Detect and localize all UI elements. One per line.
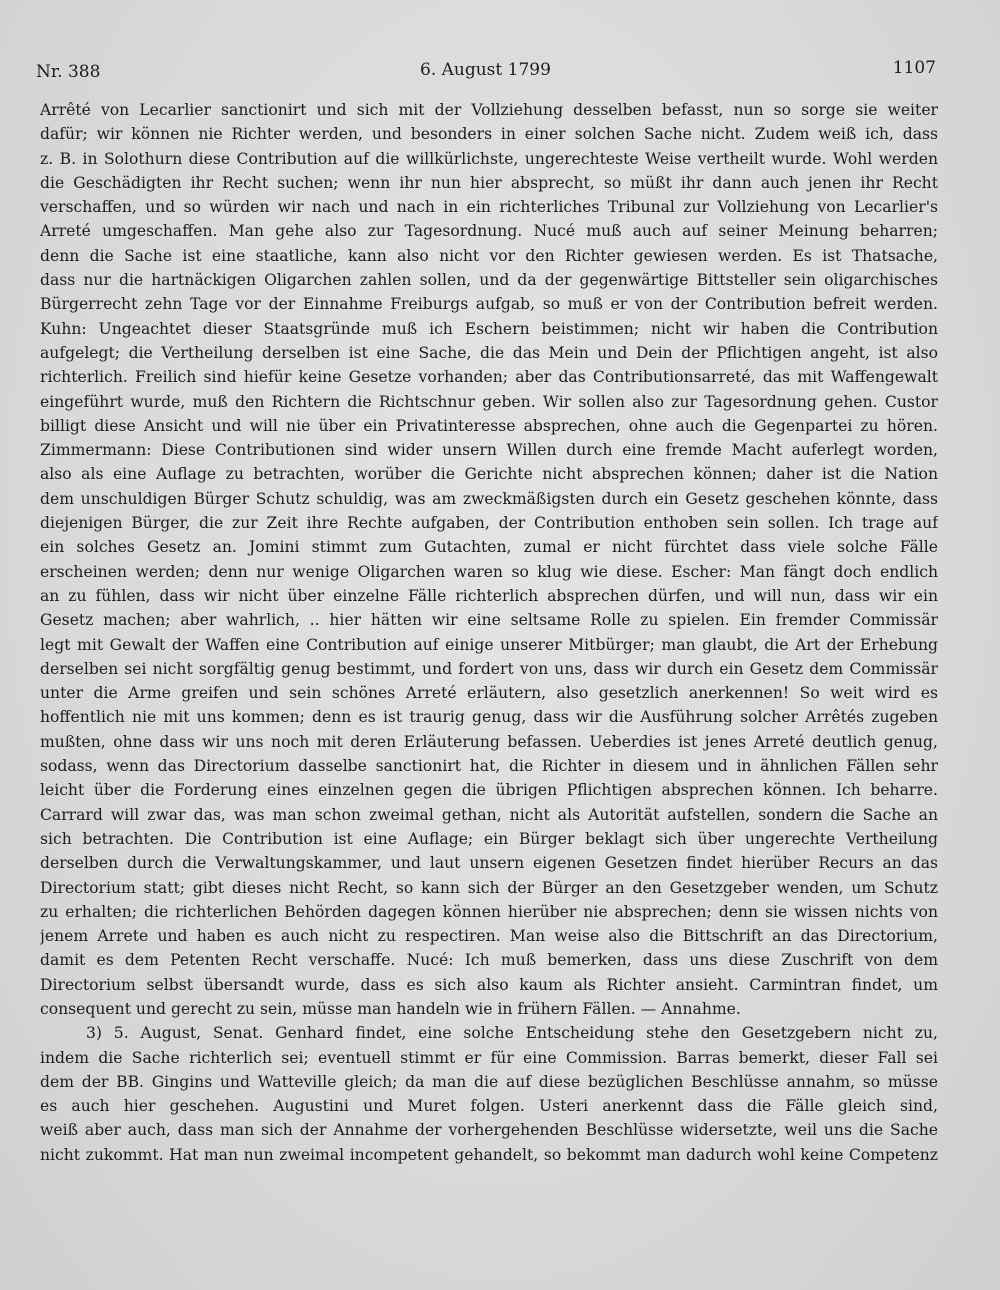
text-line: derselben sei nicht sorgfältig genug bestimmt, und fordert von uns, dass wir durch ein Gesetz dem Commissär	[40, 659, 938, 678]
text-line: erscheinen werden; denn nur wenige Oligarchen waren so klug wie diese. Escher: Man fängt doch endlich	[40, 562, 938, 581]
text-line: dem der BB. Gingins und Watteville gleich; da man die auf diese bezüglichen Beschlüsse annahm, so müsse	[40, 1072, 938, 1091]
text-line: sich betrachten. Die Contribution ist eine Auflage; ein Bürger beklagt sich über ungerechte Vertheilung	[40, 829, 938, 848]
text-line: Arreté umgeschaffen. Man gehe also zur Tagesordnung. Nucé muß auch auf seiner Meinung beharren;	[40, 222, 938, 241]
text-line: unter die Arme greifen und sein schönes Arreté erläutern, also gesetzlich anerkennen! So weit wird es	[40, 684, 938, 703]
text-line: billigt diese Ansicht und will nie über ein Privatinteresse absprechen, ohne auch die Gegenpartei zu hören.	[40, 416, 938, 435]
text-line: Kuhn: Ungeachtet dieser Staatsgründe muß ich Eschern beistimmen; nicht wir haben die Contribution	[40, 319, 938, 338]
text-line: jenem Arrete und haben es auch nicht zu respectiren. Man weise also die Bittschrift an das Directorium,	[40, 927, 938, 946]
text-line: also als eine Auflage zu betrachten, worüber die Gerichte nicht absprechen können; daher ist die Nation	[40, 465, 938, 484]
text-line: aufgelegt; die Vertheilung derselben ist eine Sache, die das Mein und Dein der Pflichtigen angeht, ist also	[40, 343, 938, 362]
page-header	[36, 58, 936, 88]
text-line: richterlich. Freilich sind hiefür keine Gesetze vorhanden; aber das Contributionsarreté, das mit Waffengewalt	[40, 368, 938, 387]
text-line: Gesetz machen; aber wahrlich, .. hier hätten wir eine seltsame Rolle zu spielen. Ein fremder Commissär	[40, 611, 938, 630]
text-line: eingeführt wurde, muß den Richtern die Richtschnur geben. Wir sollen also zur Tagesordnung gehen. Custor	[40, 392, 938, 411]
text-line: Carrard will zwar das, was man schon zweimal gethan, nicht als Autorität aufstellen, sondern die Sache an	[40, 805, 938, 824]
text-line: dem unschuldigen Bürger Schutz schuldig, was am zweckmäßigsten durch ein Gesetz geschehen könnte, dass	[40, 489, 938, 508]
text-line: denn die Sache ist eine staatliche, kann also nicht vor den Richter gewiesen werden. Es ist Thatsache,	[40, 246, 938, 265]
document-number: Nr. 388	[36, 62, 101, 82]
text-line: Directorium statt; gibt dieses nicht Recht, so kann sich der Bürger an den Gesetzgeber wenden, um Schutz	[40, 878, 938, 897]
text-line: nicht zukommt. Hat man nun zweimal incompetent gehandelt, so bekommt man dadurch wohl keine Competenz	[40, 1145, 938, 1164]
text-line: damit es dem Petenten Recht verschaffe. Nucé: Ich muß bemerken, dass uns diese Zuschrift von dem	[40, 951, 938, 970]
text-line: die Geschädigten ihr Recht suchen; wenn ihr nun hier absprecht, so müßt ihr dann auch jenen ihr Recht	[40, 173, 938, 192]
body-text	[40, 98, 938, 1167]
paragraph-end-line: consequent und gerecht zu sein, müsse man handeln wie in frühern Fällen. — Annahme.	[40, 999, 741, 1018]
text-line: derselben durch die Verwaltungskammer, und laut unsern eigenen Gesetzen findet hierüber Recurs an das	[40, 854, 938, 873]
text-line: hoffentlich nie mit uns kommen; denn es ist traurig genug, dass wir die Ausführung solcher Arrêtés zugeben	[40, 708, 938, 727]
text-line: sodass, wenn das Directorium dasselbe sanctionirt hat, die Richter in diesem und in ähnlichen Fällen sehr	[40, 757, 938, 776]
text-line: z. B. in Solothurn diese Contribution auf die willkürlichste, ungerechteste Weise vertheilt wurde. Wohl werden	[40, 149, 938, 168]
paragraph-start-line: 3) 5. August, Senat. Genhard findet, eine solche Entscheidung stehe den Gesetzgebern nicht zu,	[86, 1024, 938, 1043]
text-line: es auch hier geschehen. Augustini und Muret folgen. Usteri anerkennt dass die Fälle gleich sind,	[40, 1097, 938, 1116]
text-line: mußten, ohne dass wir uns noch mit deren Erläuterung befassen. Ueberdies ist jenes Arreté deutlich genug,	[40, 732, 938, 751]
text-line: diejenigen Bürger, die zur Zeit ihre Rechte aufgaben, der Contribution enthoben sein sollen. Ich trage auf	[40, 514, 938, 533]
page-number: 1107	[892, 58, 936, 78]
text-line: zu erhalten; die richterlichen Behörden dagegen können hierüber nie absprechen; denn sie wissen nichts von	[40, 902, 938, 921]
text-line: Arrêté von Lecarlier sanctionirt und sich mit der Vollziehung desselben befasst, nun so sorge sie weiter	[40, 101, 938, 119]
session-date: 6. August 1799	[420, 60, 551, 80]
text-line: dafür; wir können nie Richter werden, und besonders in einer solchen Sache nicht. Zudem weiß ich, dass	[40, 125, 938, 144]
text-line: indem die Sache richterlich sei; eventuell stimmt er für eine Commission. Barras bemerkt, dieser Fall sei	[40, 1048, 938, 1067]
text-line: an zu fühlen, dass wir nicht über einzelne Fälle richterlich absprechen dürfen, und will nun, dass wir ein	[40, 586, 938, 605]
text-line: dass nur die hartnäckigen Oligarchen zahlen sollen, und da der gegenwärtige Bittsteller sein oligarchisches	[40, 271, 938, 290]
text-line: leicht über die Forderung eines einzelnen gegen die übrigen Pflichtigen absprechen können. Ich beharre.	[40, 781, 938, 800]
text-line: Directorium selbst übersandt wurde, dass es sich also kaum als Richter ansieht. Carmintran findet, um	[40, 975, 938, 994]
text-line: ein solches Gesetz an. Jomini stimmt zum Gutachten, zumal er nicht fürchtet dass viele solche Fälle	[40, 538, 938, 557]
text-line: legt mit Gewalt der Waffen eine Contribution auf einige unserer Mitbürger; man glaubt, die Art der Erhebung	[40, 635, 938, 654]
text-line: weiß aber auch, dass man sich der Annahme der vorhergehenden Beschlüsse widersetzte, weil uns die Sache	[40, 1121, 938, 1140]
text-line: verschaffen, und so würden wir nach und nach in ein richterliches Tribunal zur Vollziehung von Lecarlier's	[40, 198, 938, 217]
text-line: Bürgerrecht zehn Tage vor der Einnahme Freiburgs aufgab, so muß er von der Contribution befreit werden.	[40, 295, 938, 314]
text-line: Zimmermann: Diese Contributionen sind wider unsern Willen durch eine fremde Macht auferlegt worden,	[40, 441, 938, 460]
